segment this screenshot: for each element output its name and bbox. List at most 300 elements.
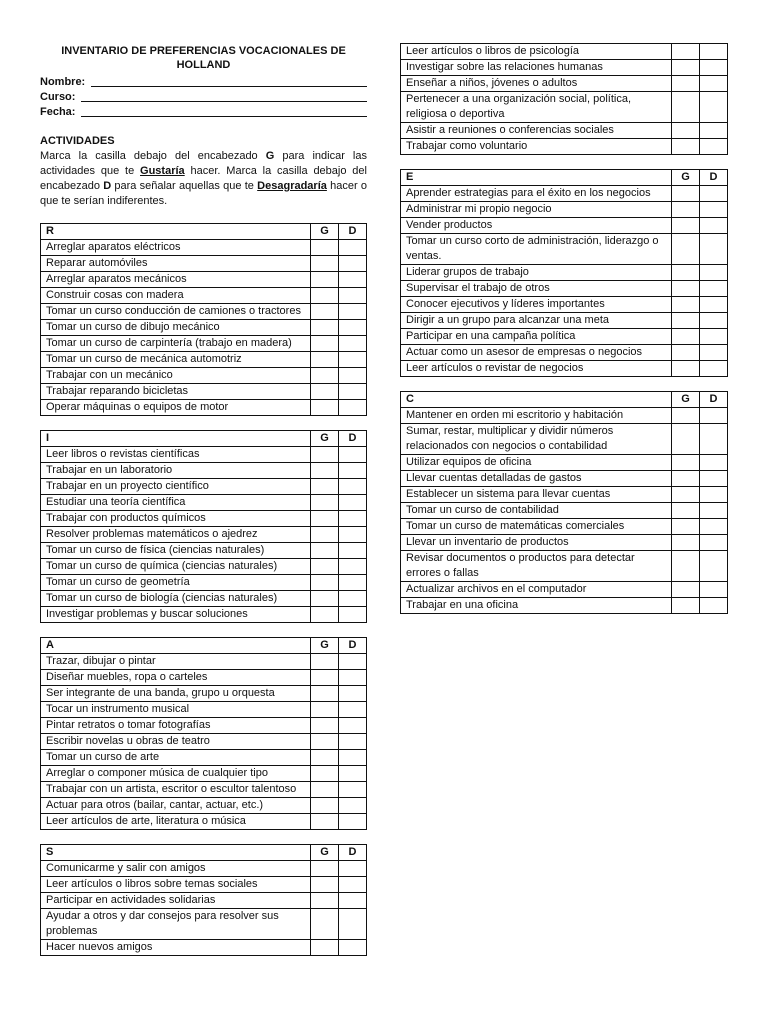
activity-row	[41, 559, 367, 575]
activity-row	[401, 582, 728, 598]
checkbox-g[interactable]	[672, 455, 700, 471]
activity-row	[41, 447, 367, 463]
section-label: C	[401, 392, 672, 408]
checkbox-g[interactable]	[672, 297, 700, 313]
checkbox-g[interactable]	[311, 591, 339, 607]
activity-label: Trabajar como voluntario	[401, 139, 672, 155]
checkbox-d[interactable]	[339, 447, 367, 463]
checkbox-g[interactable]	[311, 368, 339, 384]
checkbox-g[interactable]	[311, 766, 339, 782]
checkbox-d[interactable]	[339, 702, 367, 718]
date-field[interactable]	[40, 105, 367, 120]
column-d-header: D	[339, 845, 367, 861]
checkbox-d[interactable]	[339, 336, 367, 352]
checkbox-g[interactable]	[672, 123, 700, 139]
checkbox-g[interactable]	[672, 139, 700, 155]
instr-part-4: para señalar aquellas que te	[111, 180, 258, 192]
activity-label: Actuar como un asesor de empresas o negocios	[401, 345, 672, 361]
checkbox-g[interactable]	[311, 479, 339, 495]
checkbox-d[interactable]	[339, 766, 367, 782]
checkbox-d[interactable]	[700, 535, 728, 551]
checkbox-d[interactable]	[339, 782, 367, 798]
name-label: Nombre:	[40, 76, 86, 88]
checkbox-g[interactable]	[311, 814, 339, 830]
checkbox-d[interactable]	[700, 76, 728, 92]
checkbox-g[interactable]	[311, 893, 339, 909]
checkbox-g[interactable]	[311, 543, 339, 559]
instructions	[40, 149, 367, 209]
checkbox-d[interactable]	[700, 186, 728, 202]
section-label: I	[41, 431, 311, 447]
activity-label: Trazar, dibujar o pintar	[41, 654, 311, 670]
checkbox-d[interactable]	[700, 265, 728, 281]
section-header-row	[41, 845, 367, 861]
activity-row	[41, 718, 367, 734]
section-header-row	[41, 638, 367, 654]
checkbox-d[interactable]	[339, 575, 367, 591]
checkbox-d[interactable]	[339, 543, 367, 559]
checkbox-g[interactable]	[311, 575, 339, 591]
checkbox-g[interactable]	[311, 734, 339, 750]
checkbox-d[interactable]	[700, 44, 728, 60]
activity-label: Escribir novelas u obras de teatro	[41, 734, 311, 750]
checkbox-d[interactable]	[339, 940, 367, 956]
activity-label: Trabajar en un laboratorio	[41, 463, 311, 479]
checkbox-g[interactable]	[672, 471, 700, 487]
activity-row	[401, 598, 728, 614]
checkbox-d[interactable]	[700, 424, 728, 455]
section-i-table	[40, 430, 367, 623]
section-c-table	[400, 391, 728, 614]
checkbox-d[interactable]	[700, 60, 728, 76]
checkbox-d[interactable]	[700, 487, 728, 503]
activity-label: Tomar un curso de física (ciencias naturales)	[41, 543, 311, 559]
checkbox-d[interactable]	[339, 352, 367, 368]
activity-row	[401, 123, 728, 139]
checkbox-g[interactable]	[672, 424, 700, 455]
activity-label: Tomar un curso de arte	[41, 750, 311, 766]
column-d-header: D	[700, 392, 728, 408]
activity-label: Trabajar con un artista, escritor o escultor talentoso	[41, 782, 311, 798]
activity-label: Tomar un curso de contabilidad	[401, 503, 672, 519]
section-label: R	[41, 224, 311, 240]
checkbox-g[interactable]	[311, 336, 339, 352]
activity-label: Diseñar muebles, ropa o carteles	[41, 670, 311, 686]
checkbox-d[interactable]	[700, 218, 728, 234]
activity-row	[401, 60, 728, 76]
checkbox-g[interactable]	[672, 582, 700, 598]
checkbox-d[interactable]	[339, 861, 367, 877]
activity-label: Dirigir a un grupo para alcanzar una meta	[401, 313, 672, 329]
checkbox-d[interactable]	[700, 582, 728, 598]
activity-label: Actuar para otros (bailar, cantar, actuar, etc.)	[41, 798, 311, 814]
activity-row	[41, 702, 367, 718]
checkbox-d[interactable]	[339, 288, 367, 304]
column-g-header: G	[672, 392, 700, 408]
document-title: INVENTARIO DE PREFERENCIAS VOCACIONALES DE HOLLAND	[61, 45, 346, 71]
section-e-table	[400, 169, 728, 377]
checkbox-d[interactable]	[339, 527, 367, 543]
activity-row	[401, 92, 728, 123]
checkbox-g[interactable]	[311, 718, 339, 734]
activity-row	[401, 186, 728, 202]
activity-label: Pertenecer a una organización social, política, religiosa o deportiva	[401, 92, 672, 123]
activity-label: Ayudar a otros y dar consejos para resolver sus problemas	[41, 909, 311, 940]
right-column	[400, 43, 728, 614]
checkbox-d[interactable]	[339, 304, 367, 320]
activity-row	[401, 535, 728, 551]
activity-label: Arreglar aparatos mecánicos	[41, 272, 311, 288]
activity-label: Vender productos	[401, 218, 672, 234]
section-s-continued-table	[400, 43, 728, 155]
checkbox-d[interactable]	[339, 272, 367, 288]
activity-row	[401, 408, 728, 424]
checkbox-d[interactable]	[339, 750, 367, 766]
activity-row	[41, 463, 367, 479]
checkbox-d[interactable]	[339, 511, 367, 527]
checkbox-d[interactable]	[339, 814, 367, 830]
checkbox-d[interactable]	[339, 909, 367, 940]
checkbox-g[interactable]	[311, 447, 339, 463]
activity-label: Trabajar con un mecánico	[41, 368, 311, 384]
activity-row	[41, 940, 367, 956]
activity-row	[41, 607, 367, 623]
checkbox-g[interactable]	[672, 313, 700, 329]
activity-label: Participar en actividades solidarias	[41, 893, 311, 909]
activity-label: Tomar un curso de biología (ciencias naturales)	[41, 591, 311, 607]
checkbox-g[interactable]	[672, 186, 700, 202]
activity-row	[41, 543, 367, 559]
column-g-header: G	[311, 845, 339, 861]
activity-label: Tomar un curso de química (ciencias naturales)	[41, 559, 311, 575]
checkbox-d[interactable]	[339, 670, 367, 686]
activity-row	[41, 750, 367, 766]
activity-row	[41, 909, 367, 940]
checkbox-g[interactable]	[311, 527, 339, 543]
section-label: E	[401, 170, 672, 186]
checkbox-g[interactable]	[672, 281, 700, 297]
checkbox-g[interactable]	[672, 408, 700, 424]
course-label: Curso:	[40, 91, 76, 103]
checkbox-d[interactable]	[700, 471, 728, 487]
activity-label: Supervisar el trabajo de otros	[401, 281, 672, 297]
checkbox-d[interactable]	[700, 455, 728, 471]
checkbox-d[interactable]	[339, 718, 367, 734]
activity-label: Enseñar a niños, jóvenes o adultos	[401, 76, 672, 92]
activity-row	[41, 320, 367, 336]
activity-row	[401, 297, 728, 313]
checkbox-g[interactable]	[672, 519, 700, 535]
activity-label: Leer libros o revistas científicas	[41, 447, 311, 463]
activity-row	[41, 384, 367, 400]
checkbox-g[interactable]	[311, 909, 339, 940]
checkbox-d[interactable]	[700, 123, 728, 139]
column-d-header: D	[339, 224, 367, 240]
activity-label: Investigar problemas y buscar soluciones	[41, 607, 311, 623]
activity-row	[401, 281, 728, 297]
instr-part-1: Marca la casilla debajo del encabezado	[40, 150, 266, 162]
name-line[interactable]	[91, 75, 367, 87]
section-header-row	[41, 431, 367, 447]
checkbox-g[interactable]	[672, 535, 700, 551]
checkbox-g[interactable]	[311, 877, 339, 893]
activity-label: Hacer nuevos amigos	[41, 940, 311, 956]
activity-label: Operar máquinas o equipos de motor	[41, 400, 311, 416]
checkbox-d[interactable]	[700, 139, 728, 155]
activity-label: Reparar automóviles	[41, 256, 311, 272]
checkbox-d[interactable]	[339, 893, 367, 909]
checkbox-d[interactable]	[700, 281, 728, 297]
checkbox-d[interactable]	[700, 329, 728, 345]
checkbox-d[interactable]	[339, 463, 367, 479]
activities-heading: ACTIVIDADES	[40, 135, 115, 147]
checkbox-g[interactable]	[311, 352, 339, 368]
instr-part-5: hacer o que te serían indiferentes.	[40, 180, 368, 207]
checkbox-g[interactable]	[672, 503, 700, 519]
checkbox-g[interactable]	[672, 92, 700, 123]
date-line[interactable]	[81, 105, 367, 117]
activity-row	[401, 345, 728, 361]
activity-label: Sumar, restar, multiplicar y dividir números relacionados con negocios o contabilidad	[401, 424, 672, 455]
column-g-header: G	[672, 170, 700, 186]
checkbox-g[interactable]	[311, 686, 339, 702]
checkbox-g[interactable]	[311, 256, 339, 272]
activity-label: Revisar documentos o productos para detectar errores o fallas	[401, 551, 672, 582]
activity-label: Administrar mi propio negocio	[401, 202, 672, 218]
checkbox-g[interactable]	[311, 272, 339, 288]
checkbox-g[interactable]	[311, 607, 339, 623]
checkbox-g[interactable]	[311, 400, 339, 416]
checkbox-g[interactable]	[311, 702, 339, 718]
checkbox-g[interactable]	[311, 798, 339, 814]
activity-row	[41, 352, 367, 368]
checkbox-g[interactable]	[672, 202, 700, 218]
checkbox-g[interactable]	[311, 511, 339, 527]
instr-gustaria: Gustaría	[140, 165, 185, 177]
checkbox-d[interactable]	[700, 551, 728, 582]
left-column	[40, 44, 367, 956]
activity-label: Tomar un curso de dibujo mecánico	[41, 320, 311, 336]
activity-label: Ser integrante de una banda, grupo u orquesta	[41, 686, 311, 702]
activity-label: Leer artículos o libros de psicología	[401, 44, 672, 60]
activity-label: Actualizar archivos en el computador	[401, 582, 672, 598]
checkbox-d[interactable]	[700, 313, 728, 329]
checkbox-d[interactable]	[339, 654, 367, 670]
activity-label: Trabajar en una oficina	[401, 598, 672, 614]
checkbox-d[interactable]	[339, 320, 367, 336]
section-header-row	[401, 392, 728, 408]
section-r-table	[40, 223, 367, 416]
checkbox-d[interactable]	[700, 519, 728, 535]
activity-row	[41, 336, 367, 352]
activity-row	[401, 313, 728, 329]
activity-row	[41, 814, 367, 830]
date-label: Fecha:	[40, 106, 76, 118]
column-d-header: D	[339, 431, 367, 447]
activity-row	[401, 76, 728, 92]
course-line[interactable]	[81, 90, 367, 102]
checkbox-g[interactable]	[311, 782, 339, 798]
checkbox-g[interactable]	[311, 495, 339, 511]
activity-label: Leer artículos o revistar de negocios	[401, 361, 672, 377]
checkbox-g[interactable]	[311, 384, 339, 400]
checkbox-g[interactable]	[672, 361, 700, 377]
activity-label: Leer artículos o libros sobre temas sociales	[41, 877, 311, 893]
activity-row	[401, 139, 728, 155]
activity-row	[401, 44, 728, 60]
checkbox-d[interactable]	[700, 408, 728, 424]
activity-label: Participar en una campaña política	[401, 329, 672, 345]
checkbox-g[interactable]	[672, 487, 700, 503]
checkbox-d[interactable]	[700, 598, 728, 614]
activity-label: Mantener en orden mi escritorio y habitación	[401, 408, 672, 424]
activity-row	[41, 288, 367, 304]
course-field[interactable]	[40, 90, 367, 105]
checkbox-g[interactable]	[311, 750, 339, 766]
checkbox-g[interactable]	[311, 463, 339, 479]
activity-row	[41, 575, 367, 591]
activity-row	[401, 424, 728, 455]
activity-label: Tomar un curso conducción de camiones o tractores	[41, 304, 311, 320]
instr-desagradaria: Desagradaría	[257, 180, 327, 192]
checkbox-d[interactable]	[339, 591, 367, 607]
activity-label: Utilizar equipos de oficina	[401, 455, 672, 471]
activity-label: Liderar grupos de trabajo	[401, 265, 672, 281]
activity-label: Leer artículos de arte, literatura o música	[41, 814, 311, 830]
name-field[interactable]	[40, 75, 367, 90]
activity-row	[41, 304, 367, 320]
checkbox-d[interactable]	[339, 368, 367, 384]
checkbox-g[interactable]	[311, 320, 339, 336]
checkbox-d[interactable]	[339, 256, 367, 272]
activity-label: Llevar un inventario de productos	[401, 535, 672, 551]
activity-row	[41, 782, 367, 798]
activity-row	[401, 487, 728, 503]
section-header-row	[401, 170, 728, 186]
activity-label: Arreglar aparatos eléctricos	[41, 240, 311, 256]
checkbox-g[interactable]	[311, 861, 339, 877]
activity-row	[401, 471, 728, 487]
checkbox-g[interactable]	[311, 654, 339, 670]
activity-label: Aprender estrategias para el éxito en los negocios	[401, 186, 672, 202]
checkbox-d[interactable]	[339, 559, 367, 575]
activity-row	[41, 479, 367, 495]
checkbox-g[interactable]	[311, 240, 339, 256]
checkbox-d[interactable]	[339, 384, 367, 400]
checkbox-g[interactable]	[672, 44, 700, 60]
activity-row	[41, 256, 367, 272]
checkbox-g[interactable]	[672, 234, 700, 265]
activity-row	[41, 877, 367, 893]
checkbox-d[interactable]	[339, 734, 367, 750]
checkbox-d[interactable]	[339, 400, 367, 416]
checkbox-g[interactable]	[672, 265, 700, 281]
checkbox-g[interactable]	[311, 559, 339, 575]
checkbox-g[interactable]	[672, 329, 700, 345]
checkbox-d[interactable]	[339, 479, 367, 495]
checkbox-g[interactable]	[672, 60, 700, 76]
activity-row	[41, 240, 367, 256]
activity-row	[41, 511, 367, 527]
checkbox-d[interactable]	[700, 345, 728, 361]
activity-row	[41, 495, 367, 511]
activity-label: Arreglar o componer música de cualquier tipo	[41, 766, 311, 782]
checkbox-g[interactable]	[311, 304, 339, 320]
checkbox-d[interactable]	[339, 240, 367, 256]
activity-label: Asistir a reuniones o conferencias sociales	[401, 123, 672, 139]
column-d-header: D	[700, 170, 728, 186]
activity-row	[41, 368, 367, 384]
section-header-row	[41, 224, 367, 240]
activity-label: Tocar un instrumento musical	[41, 702, 311, 718]
column-g-header: G	[311, 224, 339, 240]
activity-label: Construir cosas con madera	[41, 288, 311, 304]
checkbox-d[interactable]	[700, 202, 728, 218]
activity-row	[41, 734, 367, 750]
checkbox-d[interactable]	[700, 297, 728, 313]
activity-label: Tomar un curso de matemáticas comerciales	[401, 519, 672, 535]
activity-row	[401, 218, 728, 234]
activity-label: Conocer ejecutivos y líderes importantes	[401, 297, 672, 313]
checkbox-d[interactable]	[700, 92, 728, 123]
column-d-header: D	[339, 638, 367, 654]
activity-row	[41, 686, 367, 702]
checkbox-g[interactable]	[672, 76, 700, 92]
column-g-header: G	[311, 431, 339, 447]
activity-label: Llevar cuentas detalladas de gastos	[401, 471, 672, 487]
checkbox-g[interactable]	[311, 670, 339, 686]
checkbox-g[interactable]	[672, 551, 700, 582]
checkbox-d[interactable]	[700, 361, 728, 377]
checkbox-d[interactable]	[339, 686, 367, 702]
column-g-header: G	[311, 638, 339, 654]
checkbox-g[interactable]	[311, 940, 339, 956]
activity-row	[41, 798, 367, 814]
section-s-table	[40, 844, 367, 956]
activity-row	[41, 527, 367, 543]
instr-part-2: para indicar las actividades que te	[40, 150, 367, 177]
instr-g: G	[265, 150, 275, 162]
activity-row	[401, 202, 728, 218]
activity-label: Trabajar en un proyecto científico	[41, 479, 311, 495]
section-a-table	[40, 637, 367, 830]
activity-label: Investigar sobre las relaciones humanas	[401, 60, 672, 76]
activity-row	[401, 234, 728, 265]
section-label: S	[41, 845, 311, 861]
activity-label: Pintar retratos o tomar fotografías	[41, 718, 311, 734]
activity-label: Estudiar una teoría científica	[41, 495, 311, 511]
checkbox-g[interactable]	[672, 598, 700, 614]
instr-part-3: hacer. Marca la casilla debajo del encabezado	[40, 165, 367, 192]
activity-row	[401, 329, 728, 345]
checkbox-g[interactable]	[311, 288, 339, 304]
activity-label: Establecer un sistema para llevar cuentas	[401, 487, 672, 503]
checkbox-g[interactable]	[672, 218, 700, 234]
activity-row	[401, 265, 728, 281]
checkbox-d[interactable]	[339, 798, 367, 814]
activity-row	[41, 272, 367, 288]
activity-label: Tomar un curso de carpintería (trabajo en madera)	[41, 336, 311, 352]
checkbox-d[interactable]	[700, 234, 728, 265]
checkbox-d[interactable]	[339, 607, 367, 623]
activity-label: Resolver problemas matemáticos o ajedrez	[41, 527, 311, 543]
checkbox-g[interactable]	[672, 345, 700, 361]
checkbox-d[interactable]	[339, 495, 367, 511]
checkbox-d[interactable]	[339, 877, 367, 893]
checkbox-d[interactable]	[700, 503, 728, 519]
activity-label: Tomar un curso corto de administración, liderazgo o ventas.	[401, 234, 672, 265]
activity-label: Tomar un curso de geometría	[41, 575, 311, 591]
